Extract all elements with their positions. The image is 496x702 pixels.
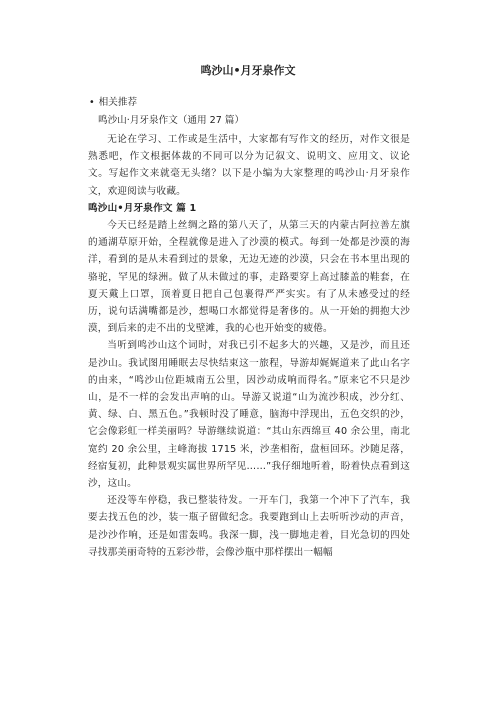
document-title: 鸣沙山•月牙泉作文	[200, 64, 296, 77]
related-label[interactable]: 相关推荐	[98, 97, 138, 108]
related-recommendations[interactable]	[89, 96, 137, 109]
document-subtitle: 鸣沙山·月牙泉作文（通用 27 篇）	[98, 115, 245, 126]
article-body	[88, 131, 410, 561]
paragraph-1: 今天已经是踏上丝绸之路的第八天了，从第三天的内蒙古阿拉善左旗的通湖草原开始，全程就像是进入了沙漠的模式。每到一处都是沙漠的海洋，看到的是从未看到过的景象，无边无迹的沙漠，只会在书本里出现的骆驼，罕见的绿洲。做了从未做过的事，走路要穿上高过膝盖的鞋套，在夏天戴上口罩，顶着夏日把自己包裹得严严实实。有了从未感受过的经历，说句话满嘴都是沙，想喝口水都觉得是奢侈的。从一开始的拥抱大沙漠，到后来的走不出的戈壁滩，我的心也开始变的疲倦。	[88, 220, 410, 335]
paragraph-3: 还没等车停稳，我已整装待发。一开车门，我第一个冲下了汽车，我要去找五色的沙，装一瓶子留做纪念。我要跑到山上去听听沙动的声音，是沙沙作响，还是如雷轰鸣。我深一脚，浅一脚地走着，目光急切的四处寻找那美丽奇特的五彩沙带，会像沙瓶中那样摆出一幅幅	[88, 495, 410, 558]
bullet-icon: •	[89, 97, 95, 108]
section-heading: 鸣沙山•月牙泉作文 篇 1	[88, 202, 197, 214]
paragraph-2: 当听到鸣沙山这个词时，对我已引不起多大的兴趣，又是沙，而且还是沙山。我试图用睡眠去尽快结束这一旅程，导游却娓娓道来了此山名字的由来，“鸣沙山位距城南五公里，因沙动成响而得名。”原来它不只是沙山，是不一样的会发出声响的山。导游又说道“山为流沙积成，沙分红、黄、绿、白、黑五色。”我顿时没了睡意，脑海中浮现出，五色交织的沙，它会像彩虹一样美丽吗？导游继续说道：“其山东西绵亘 40 余公里，南北宽约 20 余公里，主峰海拔 1715 米，沙垄相衔，盘桓回环。沙随足落，经宿复初，此种景观实属世界所罕见……”我仔细地听着，盼着快点看到这沙，这山。	[88, 340, 410, 490]
intro-paragraph: 无论在学习、工作或是生活中，大家都有写作文的经历，对作文很是熟悉吧，作文根据体裁的不同可以分为记叙文、说明文、应用文、议论文。写起作文来就毫无头绪？以下是小编为大家整理的鸣沙山·月牙泉作文，欢迎阅读与收藏。	[88, 134, 410, 197]
